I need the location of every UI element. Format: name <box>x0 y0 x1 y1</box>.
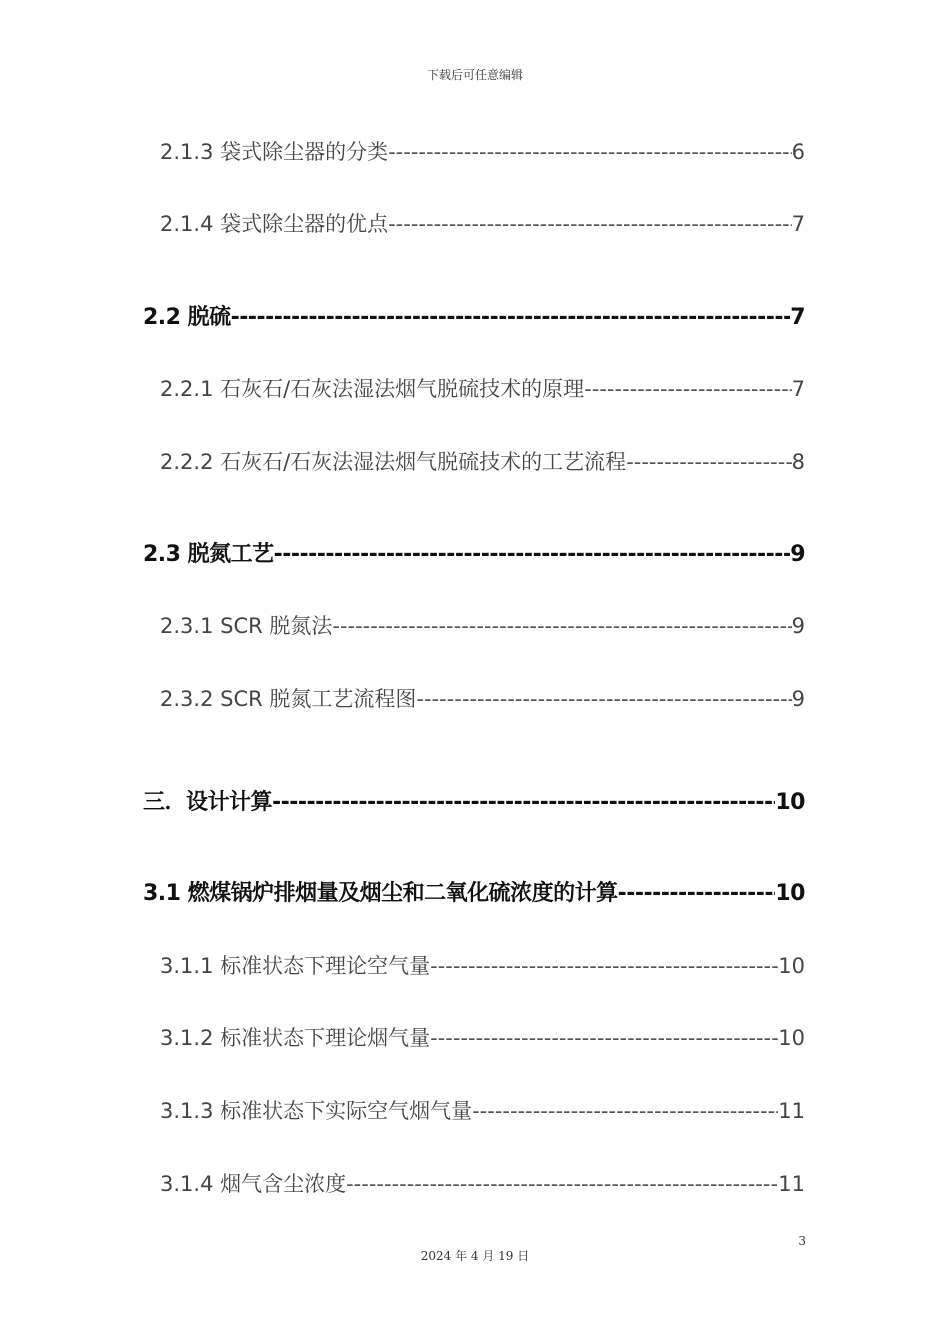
toc-leader <box>388 140 792 164</box>
toc-entry-page: 9 <box>791 614 805 638</box>
toc-entry-page: 10 <box>778 954 805 978</box>
toc-entry-3-1-2 <box>160 1022 805 1052</box>
toc-leader <box>430 1026 778 1050</box>
toc-leader <box>584 377 791 401</box>
toc-entry-title: 2.3 脱氮工艺 <box>143 542 274 567</box>
toc-entry-2-1-3 <box>160 136 805 166</box>
toc-leader <box>231 305 791 330</box>
toc-entry-title: 3.1.1 标准状态下理论空气量 <box>160 954 431 978</box>
toc-entry-page: 6 <box>791 140 805 164</box>
toc-entry-2-1-4 <box>160 208 805 238</box>
toc-entry-chapter-3 <box>143 785 805 816</box>
toc-entry-3-1-3 <box>160 1095 805 1125</box>
toc-entry-2-3 <box>143 537 805 568</box>
toc-entry-title: 3.1 燃煤锅炉排烟量及烟尘和二氧化硫浓度的计算 <box>143 881 618 906</box>
toc-entry-page: 11 <box>778 1099 805 1123</box>
toc-entry-title: 2.2.2 石灰石/石灰法湿法烟气脱硫技术的工艺流程 <box>160 450 627 474</box>
toc-entry-2-2-2 <box>160 446 805 476</box>
toc-leader <box>472 1099 778 1123</box>
toc-entry-3-1 <box>143 876 805 907</box>
toc-entry-title: 2.1.4 袋式除尘器的优点 <box>160 212 389 236</box>
toc-entry-2-2-1 <box>160 373 805 403</box>
toc-leader <box>416 687 791 711</box>
toc-entry-title: 3.1.4 烟气含尘浓度 <box>160 1172 347 1196</box>
toc-entry-2-2 <box>143 300 805 331</box>
toc-entry-page: 7 <box>791 377 805 401</box>
toc-entry-3-1-1 <box>160 950 805 980</box>
toc-entry-title: 2.1.3 袋式除尘器的分类 <box>160 140 389 164</box>
toc-entry-page: 10 <box>778 1026 805 1050</box>
toc-entry-2-3-1 <box>160 610 805 640</box>
page-footer-date: 2024 年 4 月 19 日 <box>420 1249 530 1263</box>
toc-entry-title: 2.3.1 SCR 脱氮法 <box>160 614 333 638</box>
toc-entry-2-3-2 <box>160 683 805 713</box>
toc-leader <box>430 954 778 978</box>
toc-entry-title: 三．设计计算 <box>143 790 273 815</box>
toc-entry-title: 2.3.2 SCR 脱氮工艺流程图 <box>160 687 417 711</box>
toc-leader <box>618 881 776 906</box>
toc-leader <box>274 542 791 567</box>
toc-entry-page: 10 <box>775 881 805 906</box>
page-number: 3 <box>798 1234 806 1248</box>
toc-leader <box>272 790 775 815</box>
page-header: 下载后可任意编辑 <box>426 68 523 82</box>
toc-leader <box>332 614 791 638</box>
toc-entry-page: 10 <box>775 790 805 815</box>
toc-leader <box>626 450 791 474</box>
toc-leader <box>388 212 792 236</box>
toc-entry-page: 7 <box>790 305 805 330</box>
toc-entry-3-1-4 <box>160 1168 805 1198</box>
toc-leader <box>346 1172 778 1196</box>
toc-entry-title: 2.2 脱硫 <box>143 305 231 330</box>
toc-entry-title: 3.1.3 标准状态下实际空气烟气量 <box>160 1099 473 1123</box>
toc-entry-page: 7 <box>791 212 805 236</box>
toc-entry-page: 8 <box>791 450 805 474</box>
toc-entry-title: 2.2.1 石灰石/石灰法湿法烟气脱硫技术的原理 <box>160 377 585 401</box>
toc-entry-page: 9 <box>790 542 805 567</box>
toc-entry-page: 9 <box>791 687 805 711</box>
toc-entry-page: 11 <box>778 1172 805 1196</box>
toc-entry-title: 3.1.2 标准状态下理论烟气量 <box>160 1026 431 1050</box>
